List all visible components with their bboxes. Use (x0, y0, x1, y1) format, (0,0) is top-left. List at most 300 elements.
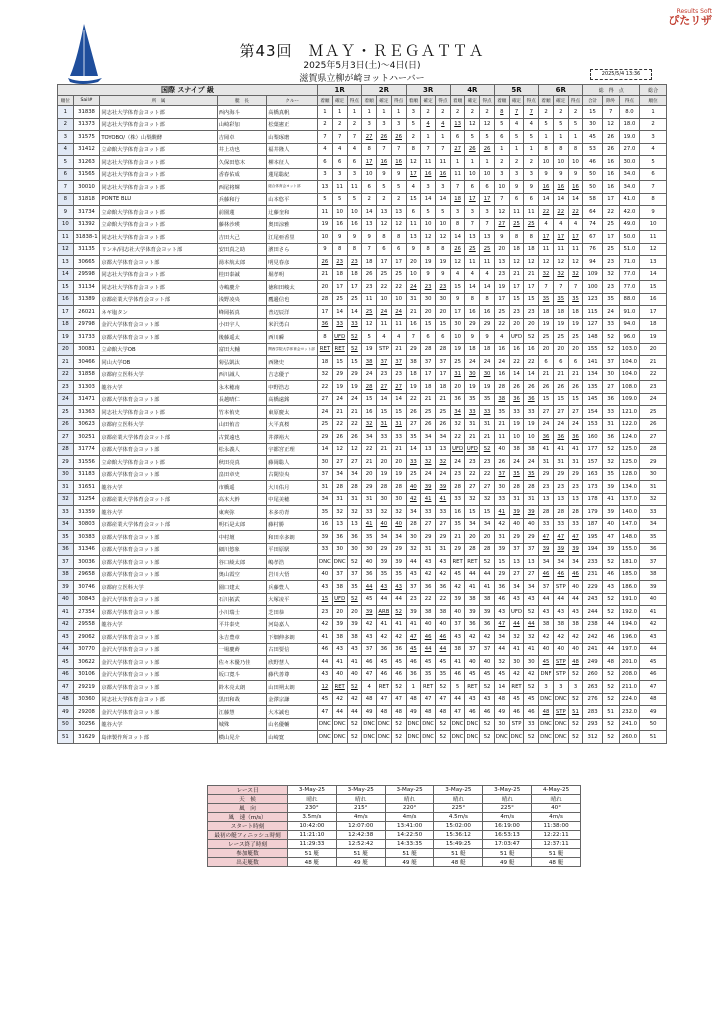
race-sub-header: 得点 (568, 96, 583, 106)
race-score-cell: UFD (509, 606, 524, 619)
race-score-cell: 18 (524, 243, 539, 256)
race-score-cell: 12 (553, 256, 568, 269)
race-score-cell: 17 (391, 256, 406, 269)
sail-number-cell: 30010 (73, 181, 100, 194)
race-score-cell: 24 (524, 456, 539, 469)
race-score-cell: 32 (480, 493, 495, 506)
total-score-cell: 45 (583, 131, 602, 144)
helm-cell: 井上功也 (217, 143, 267, 156)
table-row (58, 418, 667, 431)
crew-cell: 中野浩志 (267, 381, 318, 394)
race-score-cell: 13 (435, 443, 450, 456)
race-score-cell: 32 (568, 268, 583, 281)
race-score-cell: 11 (362, 293, 377, 306)
conditions-value: 48 艇 (434, 858, 483, 867)
race-score-cell: 26 (568, 381, 583, 394)
conditions-label: レース終了時刻 (208, 840, 288, 849)
race-score-cell: 22 (509, 356, 524, 369)
race-score-cell: 48 (494, 693, 509, 706)
race-score-cell: 1 (391, 106, 406, 119)
race-score-cell: 49 (406, 706, 421, 719)
race-score-cell: 40 (568, 581, 583, 594)
helm-cell: 明石是太郎 (217, 518, 267, 531)
race-score-cell: 46 (509, 706, 524, 719)
race-header: 4R (450, 85, 494, 96)
race-score-cell: 6 (347, 156, 362, 169)
conditions-value: 14:22:50 (385, 831, 434, 840)
race-score-cell: 27 (347, 456, 362, 469)
race-score-cell: 19 (391, 468, 406, 481)
race-score-cell: 19 (421, 256, 436, 269)
race-score-cell: 32 (332, 506, 347, 519)
race-score-cell: 45 (377, 656, 392, 669)
club-cell: 龍谷大学 (100, 718, 217, 731)
race-score-cell: 38 (465, 593, 480, 606)
race-score-cell: 40 (480, 656, 495, 669)
race-score-cell: 7 (494, 193, 509, 206)
helm-cell: 谷口綾太郎 (217, 556, 267, 569)
table-row (58, 631, 667, 644)
race-score-cell: 43 (480, 693, 495, 706)
crew-column-header: クルー (267, 96, 318, 106)
race-score-cell: 52 (568, 668, 583, 681)
total-score-cell: 153 (583, 418, 602, 431)
race-score-cell: 28 (450, 481, 465, 494)
race-score-cell: 4 (421, 118, 436, 131)
rank-cell: 3 (58, 131, 74, 144)
race-score-cell: 43 (391, 581, 406, 594)
race-score-cell: 29 (391, 543, 406, 556)
race-score-cell: 15 (553, 393, 568, 406)
race-score-cell: 16 (494, 368, 509, 381)
brand-logo (668, 8, 712, 27)
helm-cell: 吉岡卓 (217, 131, 267, 144)
race-score-cell: 9 (568, 168, 583, 181)
race-score-cell: 17 (421, 368, 436, 381)
total-score-cell: 48 (602, 656, 619, 669)
race-score-cell: UFD (332, 331, 347, 344)
race-score-cell: 10 (568, 156, 583, 169)
total-score-cell: 232.0 (619, 706, 640, 719)
conditions-value: 3-May-25 (385, 786, 434, 795)
race-score-cell: 20 (347, 606, 362, 619)
race-score-cell: 22 (377, 281, 392, 294)
helm-cell: 古賀遠也 (217, 431, 267, 444)
race-score-cell: 28 (391, 481, 406, 494)
rank-cell: 7 (58, 181, 74, 194)
race-score-cell: 32 (450, 418, 465, 431)
race-score-cell: 4 (494, 331, 509, 344)
total-score-cell: 185.0 (619, 568, 640, 581)
race-score-cell: 37 (318, 468, 333, 481)
conditions-value: 230° (288, 804, 337, 813)
rank-cell: 16 (58, 293, 74, 306)
race-score-cell: 45 (524, 693, 539, 706)
race-score-cell: 12 (568, 256, 583, 269)
table-row (58, 206, 667, 219)
race-score-cell: 41 (450, 656, 465, 669)
club-cell: 龍谷大学 (100, 381, 217, 394)
race-score-cell: 33 (347, 318, 362, 331)
race-score-cell: 7 (332, 131, 347, 144)
race-score-cell: 5 (539, 118, 554, 131)
race-score-cell: 21 (391, 343, 406, 356)
race-score-cell: 44 (539, 593, 554, 606)
race-score-cell: 14 (391, 393, 406, 406)
race-score-cell: 43 (465, 693, 480, 706)
race-score-cell: 36 (435, 581, 450, 594)
race-score-cell: 5 (377, 181, 392, 194)
race-sub-header: 確定 (332, 96, 347, 106)
race-score-cell: 36 (539, 431, 554, 444)
table-row (58, 306, 667, 319)
total-score-cell: 58 (583, 193, 602, 206)
crew-cell: 山本悠平 (267, 193, 318, 206)
race-score-cell: 1 (377, 106, 392, 119)
race-score-cell: 10 (362, 168, 377, 181)
race-score-cell: 12 (465, 118, 480, 131)
race-score-cell: 40 (377, 518, 392, 531)
club-cell: 京都大学体育会ヨット部 (100, 331, 217, 344)
conditions-label: 参加艇数 (208, 849, 288, 858)
race-score-cell: 15 (347, 356, 362, 369)
race-score-cell: 40 (435, 618, 450, 631)
total-score-cell: 12 (602, 118, 619, 131)
race-score-cell: 52 (480, 443, 495, 456)
race-score-cell: 35 (362, 531, 377, 544)
table-row (58, 693, 667, 706)
race-score-cell: DNC (332, 731, 347, 744)
overall-rank-cell: 24 (640, 393, 667, 406)
total-score-cell: 312 (583, 731, 602, 744)
race-score-cell: 25 (494, 306, 509, 319)
race-score-cell: 45 (318, 693, 333, 706)
race-score-cell: 14 (332, 306, 347, 319)
race-score-cell: 18 (553, 306, 568, 319)
race-score-cell: 33 (362, 506, 377, 519)
race-score-cell: 35 (524, 468, 539, 481)
club-cell: 金沢大学体育会ヨット部 (100, 706, 217, 719)
race-score-cell: 39 (435, 481, 450, 494)
race-score-cell: 16 (406, 318, 421, 331)
race-score-cell: 2 (347, 118, 362, 131)
race-score-cell: 46 (406, 656, 421, 669)
total-score-cell: 16 (602, 156, 619, 169)
race-score-cell: 33 (421, 506, 436, 519)
conditions-value: 4m/s (532, 813, 581, 822)
race-score-cell: 1 (406, 681, 421, 694)
race-score-cell: 14 (377, 393, 392, 406)
race-score-cell: 42 (509, 668, 524, 681)
race-score-cell: 37 (406, 581, 421, 594)
overall-rank-cell: 15 (640, 281, 667, 294)
race-score-cell: 42 (524, 668, 539, 681)
race-score-cell: 10 (406, 268, 421, 281)
race-score-cell: 48 (539, 706, 554, 719)
race-score-cell: 10 (318, 231, 333, 244)
race-score-cell: 15 (377, 406, 392, 419)
race-score-cell: 47 (391, 693, 406, 706)
race-score-cell: 28 (524, 481, 539, 494)
race-score-cell: 6 (524, 193, 539, 206)
helm-cell: 松永義人 (217, 443, 267, 456)
race-score-cell: 1 (318, 106, 333, 119)
race-score-cell: 6 (553, 356, 568, 369)
overall-rank-cell: 47 (640, 681, 667, 694)
race-score-cell: 7 (450, 181, 465, 194)
race-score-cell: 25 (318, 418, 333, 431)
race-score-cell: 37 (480, 643, 495, 656)
race-score-cell: 12 (494, 206, 509, 219)
total-score-cell: 249 (583, 656, 602, 669)
race-score-cell: 24 (421, 468, 436, 481)
race-score-cell: 36 (391, 643, 406, 656)
race-score-cell: 41 (332, 656, 347, 669)
race-score-cell: 28 (406, 518, 421, 531)
total-score-cell: 122.0 (619, 418, 640, 431)
race-conditions-table (207, 785, 581, 867)
race-score-cell: 23 (391, 368, 406, 381)
conditions-value: 4m/s (483, 813, 532, 822)
total-score-cell: 128.0 (619, 468, 640, 481)
race-score-cell: 41 (465, 581, 480, 594)
race-score-cell: 32 (362, 418, 377, 431)
race-score-cell: 41 (347, 656, 362, 669)
race-score-cell: 43 (362, 631, 377, 644)
overall-rank-cell: 49 (640, 706, 667, 719)
conditions-row (208, 831, 581, 840)
conditions-value: 215° (336, 804, 385, 813)
sail-number-cell: 29208 (73, 706, 100, 719)
race-score-cell: 35 (347, 581, 362, 594)
race-score-cell: 4 (406, 181, 421, 194)
conditions-value: 4.5m/s (434, 813, 483, 822)
total-score-cell: 52 (602, 668, 619, 681)
crew-cell: 山梨琢磨 (267, 131, 318, 144)
helm-cell: 細川悠象 (217, 543, 267, 556)
race-score-cell: 42 (347, 693, 362, 706)
race-score-cell: 44 (450, 693, 465, 706)
overall-rank-cell: 31 (640, 481, 667, 494)
race-score-cell: 39 (524, 506, 539, 519)
race-score-cell: 34 (465, 518, 480, 531)
race-score-cell: 22 (539, 206, 554, 219)
race-score-cell: 42 (332, 693, 347, 706)
race-score-cell: 5 (406, 118, 421, 131)
overall-rank-cell: 27 (640, 431, 667, 444)
crew-cell: 藤村勝 (267, 518, 318, 531)
race-score-cell: 17 (465, 193, 480, 206)
overall-rank-cell: 19 (640, 331, 667, 344)
race-score-cell: 38 (509, 443, 524, 456)
race-score-cell: 52 (347, 731, 362, 744)
race-score-cell: 26 (421, 418, 436, 431)
sail-number-cell: 31392 (73, 218, 100, 231)
race-score-cell: 7 (406, 331, 421, 344)
conditions-value: 16:19:00 (483, 822, 532, 831)
race-score-cell: 6 (509, 193, 524, 206)
race-score-cell: 21 (332, 406, 347, 419)
total-score-cell: 125.0 (619, 443, 640, 456)
conditions-value: 晴れ (532, 795, 581, 804)
race-score-cell: DNC (332, 718, 347, 731)
race-score-cell: 2 (539, 106, 554, 119)
total-score-cell: 32 (602, 456, 619, 469)
race-score-cell: 17 (406, 168, 421, 181)
total-score-cell: 77.0 (619, 281, 640, 294)
race-score-cell: 17 (509, 281, 524, 294)
race-score-cell: 28 (362, 381, 377, 394)
club-cell: 京都大学体育会ヨット部 (100, 606, 217, 619)
race-score-cell: STP (553, 706, 568, 719)
race-score-cell: 19 (465, 381, 480, 394)
race-score-cell: 5 (465, 131, 480, 144)
race-score-cell: 5 (347, 193, 362, 206)
race-score-cell: 1 (524, 143, 539, 156)
race-score-cell: 38 (480, 593, 495, 606)
crew-cell: 西川瞬 (267, 331, 318, 344)
race-score-cell: 20 (362, 468, 377, 481)
race-score-cell: 43 (318, 668, 333, 681)
overall-rank-cell: 33 (640, 506, 667, 519)
race-score-cell: 14 (509, 368, 524, 381)
race-score-cell: 29 (421, 531, 436, 544)
total-score-cell: 18.0 (619, 118, 640, 131)
conditions-value: 3-May-25 (483, 786, 532, 795)
overall-rank-cell: 43 (640, 631, 667, 644)
crew-cell: 金澤宗謙 (267, 693, 318, 706)
race-score-cell: 10 (435, 218, 450, 231)
race-score-cell: 29 (465, 318, 480, 331)
table-row (58, 581, 667, 594)
race-score-cell: 38 (362, 356, 377, 369)
helm-cell: 横山晃介 (217, 731, 267, 744)
race-score-cell: 23 (539, 481, 554, 494)
table-row (58, 656, 667, 669)
race-score-cell: 22 (391, 281, 406, 294)
race-score-cell: 36 (347, 531, 362, 544)
race-score-cell: 1 (480, 156, 495, 169)
race-score-cell: 14 (553, 193, 568, 206)
race-score-cell: 43 (450, 631, 465, 644)
total-score-cell: 154 (583, 406, 602, 419)
race-score-cell: 32 (391, 506, 406, 519)
race-score-cell: 17 (450, 306, 465, 319)
race-score-cell: 43 (435, 556, 450, 569)
conditions-value: 晴れ (434, 795, 483, 804)
conditions-value: 12:07:00 (336, 822, 385, 831)
race-score-cell: 34 (362, 431, 377, 444)
race-score-cell: 27 (465, 481, 480, 494)
total-score-cell: 194.0 (619, 618, 640, 631)
race-score-cell: 4 (391, 331, 406, 344)
race-score-cell: 42 (568, 631, 583, 644)
race-score-cell: 24 (539, 418, 554, 431)
race-score-cell: 24 (362, 368, 377, 381)
overall-rank-cell: 16 (640, 293, 667, 306)
race-score-cell: 8 (480, 293, 495, 306)
helm-cell: 前園蓮 (217, 206, 267, 219)
table-row (58, 643, 667, 656)
race-score-cell: 36 (480, 618, 495, 631)
race-score-cell: 35 (553, 293, 568, 306)
race-score-cell: 2 (480, 106, 495, 119)
race-score-cell: 33 (318, 543, 333, 556)
total-score-cell: 260 (583, 668, 602, 681)
race-score-cell: DNC (494, 731, 509, 744)
helm-cell: 市橋遥 (217, 481, 267, 494)
helm-cell: 兵藤和行 (217, 193, 267, 206)
race-score-cell: 26 (509, 381, 524, 394)
race-score-cell: 46 (539, 568, 554, 581)
race-score-cell: 29 (332, 368, 347, 381)
race-score-cell: 35 (406, 431, 421, 444)
race-score-cell: 45 (494, 668, 509, 681)
total-score-cell: 163 (583, 468, 602, 481)
total-score-cell: 25 (602, 243, 619, 256)
race-score-cell: 40 (494, 443, 509, 456)
total-score-cell: 39 (602, 506, 619, 519)
overall-rank-cell: 5 (640, 156, 667, 169)
race-score-cell: 31 (362, 493, 377, 506)
race-score-cell: 26 (553, 381, 568, 394)
conditions-value: 3-May-25 (434, 786, 483, 795)
total-score-cell: 155.0 (619, 543, 640, 556)
total-score-cell: 224.0 (619, 693, 640, 706)
total-score-cell: 109 (583, 268, 602, 281)
club-cell: 京都産業大学体育会ヨット部 (100, 518, 217, 531)
race-header: 5R (494, 85, 538, 96)
overall-rank-cell: 2 (640, 118, 667, 131)
sail-number-cell: 31733 (73, 331, 100, 344)
race-score-cell: 16 (332, 218, 347, 231)
race-score-cell: 8 (568, 143, 583, 156)
rank-cell: 4 (58, 143, 74, 156)
total-score-cell: 36 (602, 393, 619, 406)
total-score-cell: 52 (602, 343, 619, 356)
race-score-cell: 19 (480, 381, 495, 394)
race-score-cell: 46 (435, 631, 450, 644)
race-score-cell: 4 (435, 118, 450, 131)
race-score-cell: 5 (421, 206, 436, 219)
race-score-cell: 24 (318, 406, 333, 419)
race-score-cell: 13 (347, 518, 362, 531)
race-score-cell: 41 (553, 443, 568, 456)
race-score-cell: 32 (509, 631, 524, 644)
race-score-cell: 1 (539, 131, 554, 144)
race-score-cell: 27 (553, 406, 568, 419)
race-score-cell: 23 (362, 281, 377, 294)
race-score-cell: 7 (421, 143, 436, 156)
race-score-cell: 52 (347, 718, 362, 731)
race-score-cell: DNC (450, 718, 465, 731)
race-score-cell: STP (509, 718, 524, 731)
race-score-cell: 21 (480, 431, 495, 444)
sail-number-cell: 31363 (73, 406, 100, 419)
race-sub-header: 得点 (480, 96, 495, 106)
race-score-cell: 38 (435, 606, 450, 619)
race-score-cell: 26 (450, 243, 465, 256)
race-score-cell: 13 (509, 556, 524, 569)
conditions-value: 225° (483, 804, 532, 813)
crew-cell: 大塚凌平 (267, 593, 318, 606)
race-score-cell: 44 (465, 568, 480, 581)
race-score-cell: 39 (465, 606, 480, 619)
race-score-cell: 25 (480, 243, 495, 256)
race-score-cell: 21 (494, 418, 509, 431)
overall-rank-cell: 4 (640, 143, 667, 156)
rank-cell: 35 (58, 531, 74, 544)
